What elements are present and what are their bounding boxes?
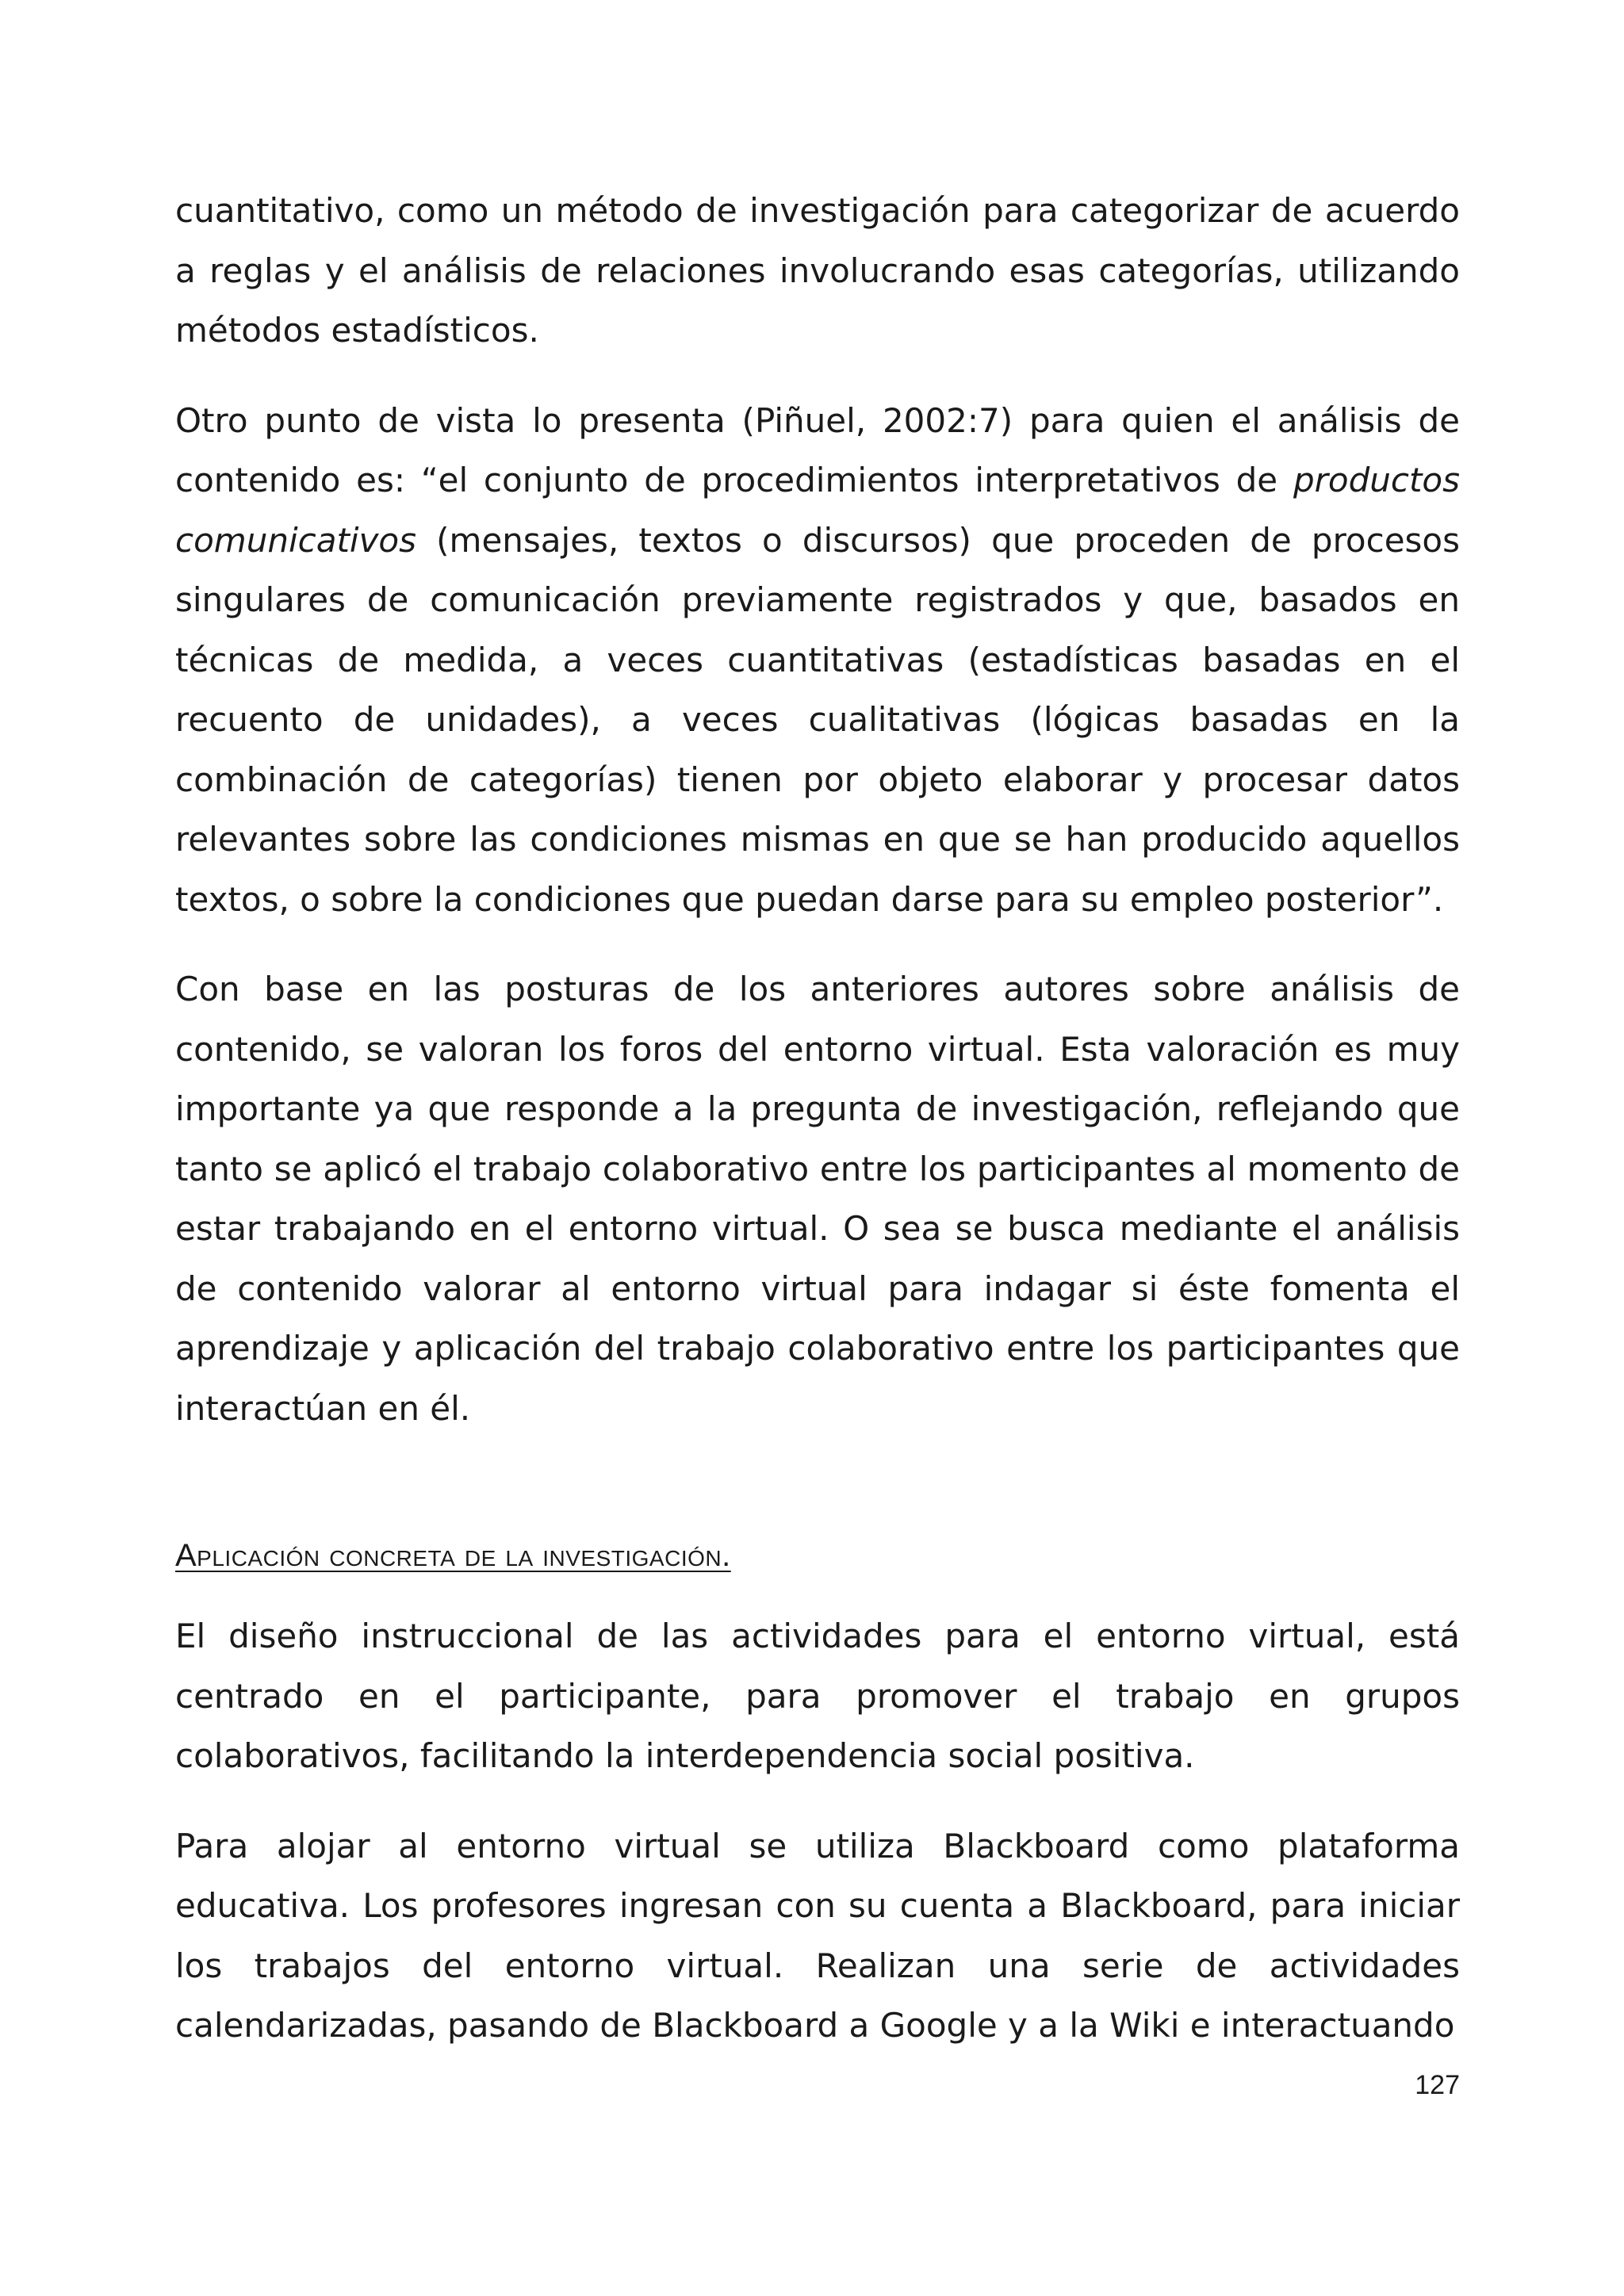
section-heading: Aplicación concreta de la investigación. xyxy=(175,1538,731,1573)
page-number: 127 xyxy=(1415,2070,1460,2100)
paragraph-2-italic-term: productos comunicativos xyxy=(175,461,1460,560)
paragraph-4: El diseño instruccional de las actividades para el entorno virtual, está centrado en el participante, para promover el trabajo en grupos colaborativos, facilitando la interdependencia social positiva. xyxy=(175,1617,1460,1775)
paragraph-2-text-a: Otro punto de vista lo presenta (Piñuel, 2002:7) para quien el análisis de contenido es: “el conjunto de procedimientos interpretativos de xyxy=(175,400,1460,499)
paragraph-1: cuantitativo, como un método de investigación para categorizar de acuerdo a reglas y el análisis de relaciones involucrando esas categorías, utilizando métodos estadísticos. xyxy=(175,191,1460,350)
document-page xyxy=(175,181,1460,2056)
paragraph-5: Para alojar al entorno virtual se utiliza Blackboard como plataforma educativa. Los profesores ingresan con su cuenta a Blackboard, para iniciar los trabajos del entorno virtual. Realizan una serie de actividades calendarizadas, pasando de Blackboard a Google y a la Wiki e interactuando xyxy=(175,1826,1460,2045)
paragraph-2 xyxy=(175,391,1460,930)
paragraph-2-text-b: (mensajes, textos o discursos) que proceden de procesos singulares de comunicación previamente registrados y que, basados en técnicas de medida, a veces cuantitativas (estadísticas basadas en el recuento de unidades), a veces cualitativas (lógicas basadas en la combinación de categorías) tienen por objeto elaborar y procesar datos relevantes sobre las condiciones mismas en que se han producido aquellos textos, o sobre la condiciones que puedan darse para su empleo posterior”. xyxy=(175,520,1460,919)
paragraph-3: Con base en las posturas de los anteriores autores sobre análisis de contenido, se valoran los foros del entorno virtual. Esta valoración es muy importante ya que responde a la pregunta de investigación, reflejando que tanto se aplicó el trabajo colaborativo entre los participantes al momento de estar trabajando en el entorno virtual. O sea se busca mediante el análisis de contenido valorar al entorno virtual para indagar si éste fomenta el aprendizaje y aplicación del trabajo colaborativo entre los participantes que interactúan en él. xyxy=(175,970,1460,1428)
